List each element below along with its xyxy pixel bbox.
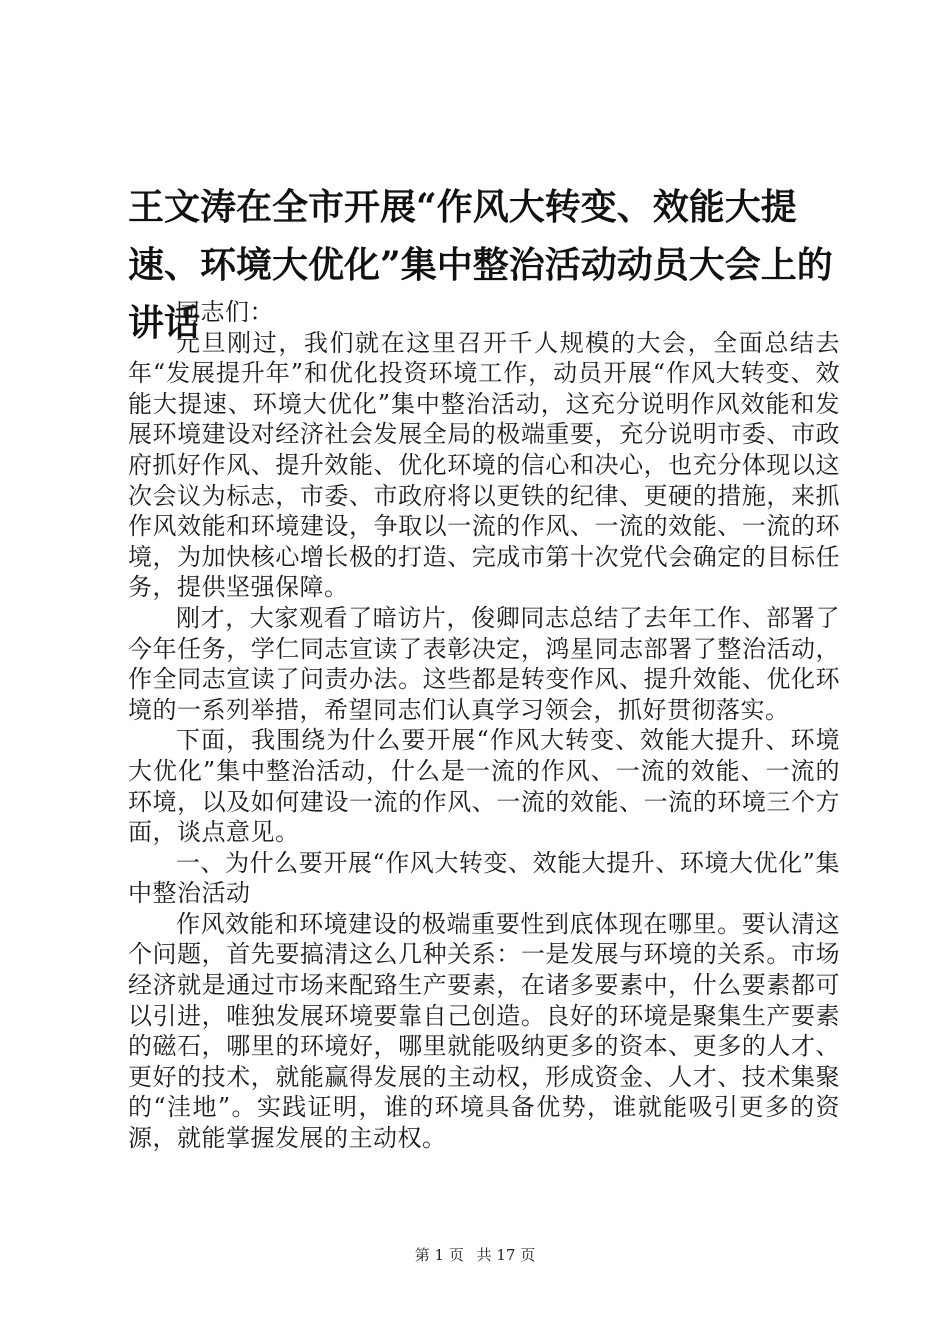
body-paragraph: 刚才，大家观看了暗访片，俊卿同志总结了去年工作、部署了今年任务，学仁同志宣读了表彰决定，鸿星同志部署了整治活动，作全同志宣读了问责办法。这些都是转变作风、提升效能、优化环境的一系列举措，希望同志们认真学习领会，抓好贯彻落实。 bbox=[128, 603, 840, 724]
document-title: 王文涛在全市开展“作风大转变、效能大提速、环境大优化”集中整治活动动员大会上的讲话 bbox=[128, 186, 833, 344]
page-number: 第 1 页 bbox=[414, 1246, 464, 1264]
section-heading: 一、为什么要开展“作风大转变、效能大提升、环境大优化”集中整治活动 bbox=[128, 848, 840, 908]
page-footer bbox=[0, 1244, 950, 1265]
page-total: 共 17 页 bbox=[476, 1246, 536, 1264]
document-body bbox=[128, 297, 840, 1154]
salutation-paragraph: 同志们： bbox=[176, 298, 274, 326]
body-paragraph: 下面，我围绕为什么要开展“作风大转变、效能大提升、环境大优化”集中整治活动，什么是一流的作风、一流的效能、一流的环境，以及如何建设一流的作风、一流的效能、一流的环境三个方面，谈点意见。 bbox=[128, 726, 840, 847]
body-paragraph: 作风效能和环境建设的极端重要性到底体现在哪里。要认清这个问题，首先要搞清这么几种关系：一是发展与环境的关系。市场经济就是通过市场来配臵生产要素，在诸多要素中，什么要素都可以引进，唯独发展环境要靠自己创造。良好的环境是聚集生产要素的磁石，哪里的环境好，哪里就能吸纳更多的资本、更多的人才、更好的技术，就能赢得发展的主动权，形成资金、人才、技术集聚的“洼地”。实践证明，谁的环境具备优势，谁就能吸引更多的资源，就能掌握发展的主动权。 bbox=[128, 909, 840, 1153]
body-paragraph: 元旦刚过，我们就在这里召开千人规模的大会，全面总结去年“发展提升年”和优化投资环境工作，动员开展“作风大转变、效能大提速、环境大优化”集中整治活动，这充分说明作风效能和发展环境建设对经济社会发展全局的极端重要，充分说明市委、市政府抓好作风、提升效能、优化环境的信心和决心，也充分体现以这次会议为标志，市委、市政府将以更铁的纪律、更硬的措施，来抓作风效能和环境建设，争取以一流的作风、一流的效能、一流的环境，为加快核心增长极的打造、完成市第十次党代会确定的目标任务，提供坚强保障。 bbox=[128, 328, 840, 602]
